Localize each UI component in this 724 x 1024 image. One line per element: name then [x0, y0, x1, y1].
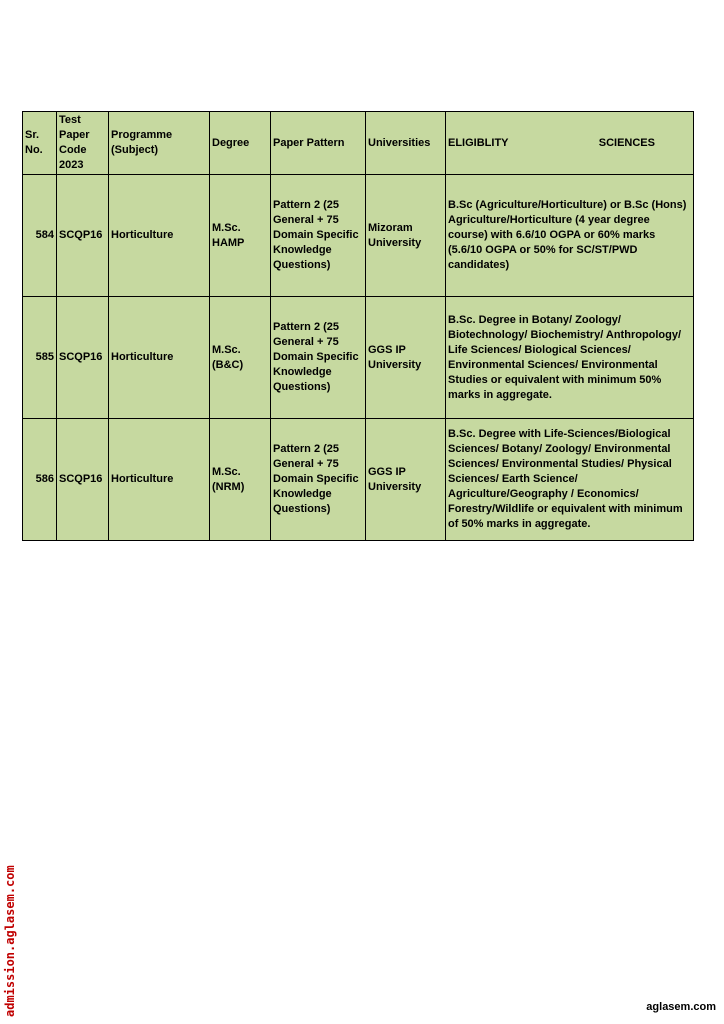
header-test-paper-code: Test Paper Code 2023	[57, 112, 109, 175]
watermark-text: admission.aglasem.com	[3, 865, 17, 1017]
header-degree: Degree	[210, 112, 271, 175]
cell-degree: M.Sc. (B&C)	[210, 297, 271, 419]
cell-pattern: Pattern 2 (25 General + 75 Domain Specific Knowledge Questions)	[271, 419, 366, 541]
header-eligibility: ELIGIBLITY	[448, 136, 509, 149]
cell-sr-no: 584	[23, 175, 57, 297]
cell-programme: Horticulture	[109, 297, 210, 419]
cell-eligibility: B.Sc. Degree with Life-Sciences/Biological Sciences/ Botany/ Zoology/ Environmental Sciences/ Environmental Studies/ Physical Sciences/ Earth Science/ Agriculture/Geography / Economics/ Forestry/Wildlife or equivalent with minimum of 50% marks in aggregate.	[446, 419, 694, 541]
cell-eligibility: B.Sc. Degree in Botany/ Zoology/ Biotechnology/ Biochemistry/ Anthropology/ Life Sciences/ Biological Sciences/ Environmental Sciences/ Environmental Studies or equivalent with minimum 50% marks in aggregate.	[446, 297, 694, 419]
table-header-row	[23, 112, 694, 175]
cell-sr-no: 585	[23, 297, 57, 419]
header-paper-pattern: Paper Pattern	[271, 112, 366, 175]
cell-code: SCQP16	[57, 175, 109, 297]
table-row	[23, 175, 694, 297]
cell-code: SCQP16	[57, 419, 109, 541]
cell-eligibility: B.Sc (Agriculture/Horticulture) or B.Sc (Hons) Agriculture/Horticulture (4 year degree course) with 6.6/10 OGPA or 60% marks (5.6/10 OGPA or 50% for SC/ST/PWD candidates)	[446, 175, 694, 297]
cell-degree: M.Sc. (NRM)	[210, 419, 271, 541]
cell-university: GGS IP University	[366, 419, 446, 541]
cell-sr-no: 586	[23, 419, 57, 541]
table-row	[23, 419, 694, 541]
header-sr-no: Sr. No.	[23, 112, 57, 175]
header-stream: SCIENCES	[598, 136, 655, 149]
cell-pattern: Pattern 2 (25 General + 75 Domain Specific Knowledge Questions)	[271, 297, 366, 419]
cell-university: Mizoram University	[366, 175, 446, 297]
header-programme: Programme (Subject)	[109, 112, 210, 175]
cell-code: SCQP16	[57, 297, 109, 419]
cell-degree: M.Sc. HAMP	[210, 175, 271, 297]
header-eligibility-cell	[446, 112, 694, 175]
cell-pattern: Pattern 2 (25 General + 75 Domain Specific Knowledge Questions)	[271, 175, 366, 297]
cell-programme: Horticulture	[109, 175, 210, 297]
table-row	[23, 297, 694, 419]
footer-site-name: aglasem.com	[646, 1001, 716, 1013]
header-universities: Universities	[366, 112, 446, 175]
cell-university: GGS IP University	[366, 297, 446, 419]
eligibility-table	[22, 111, 694, 541]
cell-programme: Horticulture	[109, 419, 210, 541]
